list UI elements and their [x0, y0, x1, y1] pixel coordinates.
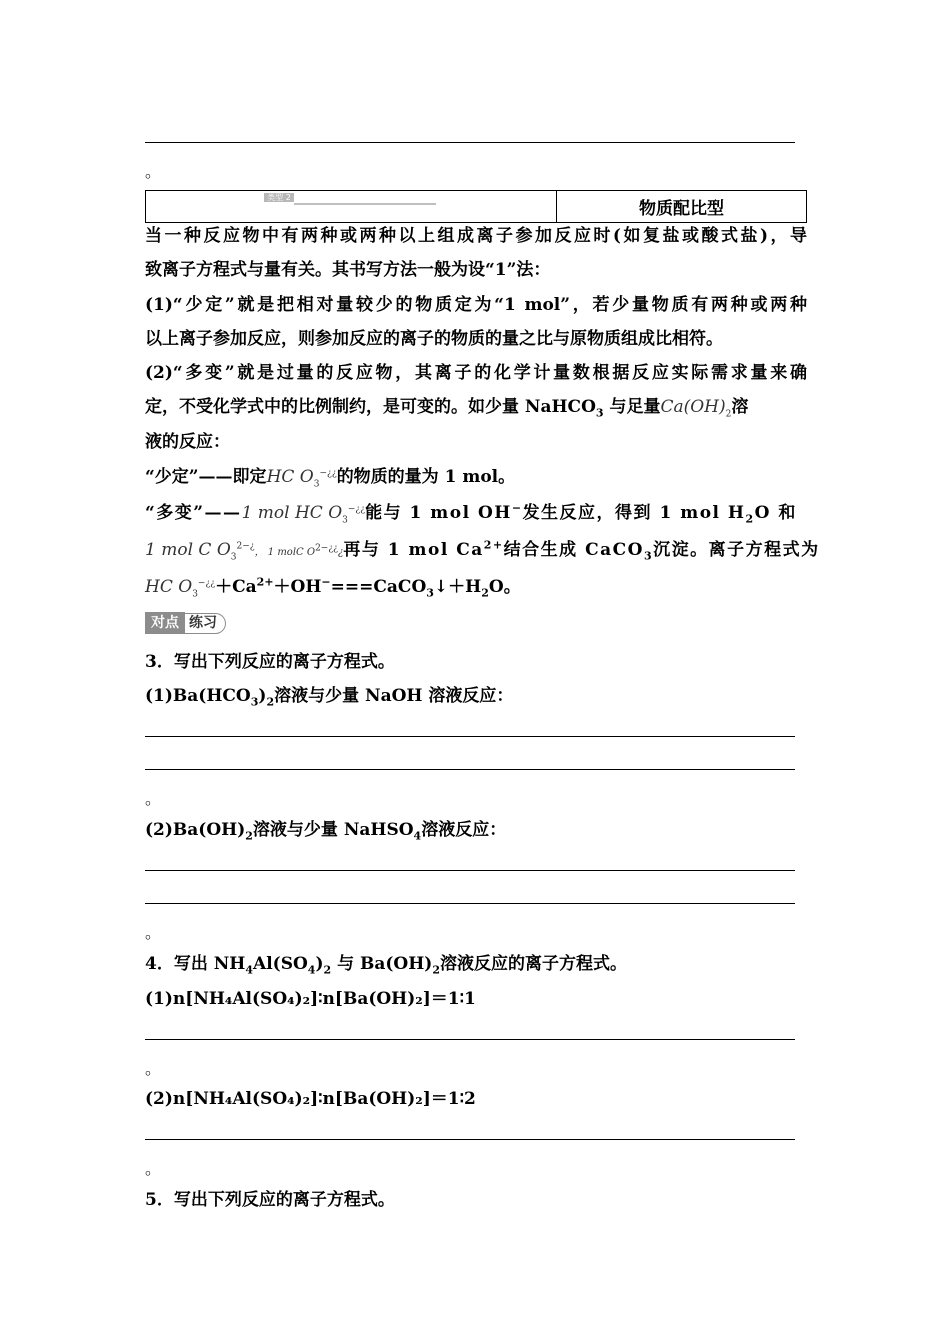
answer-line [145, 903, 795, 904]
rule2-line-2: 定，不受化学式中的比例制约，是可变的。如少量 NaHCO$_3$ 与足量$Ca(OH)_2$溶 [145, 397, 749, 420]
rule1-line-2: 以上离子参加反应，则参加反应的离子的物质的量之比与原物质组成比相符。 [145, 329, 723, 349]
q4-part1: (1)n[NH₄Al(SO₄)₂]∶n[Ba(OH)₂]＝1∶1 [145, 989, 476, 1009]
q5-title: 5．写出下列反应的离子方程式。 [145, 1190, 395, 1210]
answer-line [145, 769, 795, 770]
period: 。 [145, 1059, 162, 1078]
q3-part2: $(2)Ba(OH)_2$溶液与少量 NaHSO$_4$溶液反应： [145, 820, 507, 843]
period: 。 [145, 162, 162, 181]
period: 。 [145, 789, 162, 808]
intro-line-2: 致离子方程式与量有关。其书写方法一般为设“1”法： [145, 260, 551, 280]
answer-line [145, 1039, 795, 1040]
rule2-line-3: 液的反应： [145, 432, 230, 452]
badge-left: 对点 [145, 612, 185, 634]
q4-title: 4．写出 $NH_4Al(SO_4)_2$ 与 $Ba(OH)_2$溶液反应的离子方程式。 [145, 954, 627, 977]
duobian-line-2: 1 mol C $O_3^{2-¿}$， 1 molC $O^{2-¿¿}¿$再与 1 mol $Ca^{2+}$结合生成 CaCO$_3$沉淀。离子方程式为 [145, 538, 820, 563]
equation-line: HC $O_3^{-¿¿}+Ca^{2+}+OH^-===CaCO_3↓+H_2O$。 [145, 575, 521, 600]
type-title: 物质配比型 [557, 191, 807, 223]
type-tag-line [294, 203, 436, 205]
intro-line-1: 当一种反应物中有两种或两种以上组成离子参加反应时(如复盐或酸式盐)，导 [145, 226, 807, 246]
answer-line [145, 870, 795, 871]
type-box [145, 190, 807, 223]
period: 。 [145, 1159, 162, 1178]
q4-part2: (2)n[NH₄Al(SO₄)₂]∶n[Ba(OH)₂]＝1∶2 [145, 1089, 476, 1109]
practice-badge [145, 611, 226, 635]
rule2-line-1: (2)“多变”就是过量的反应物，其离子的化学计量数根据反应实际需求量来确 [145, 363, 807, 383]
q3-part1: $(1)Ba(HCO_3)_2$溶液与少量 NaOH 溶液反应： [145, 686, 514, 709]
answer-line [145, 142, 795, 143]
rule1-line-1: (1)“少定”就是把相对量较少的物质定为“1 mol”，若少量物质有两种或两种 [145, 295, 807, 315]
duobian-line-1: “多变”——1 mol HC $O_3^{-¿¿}$能与 1 mol OH−发生反应，得到 1 mol $H_2O$ 和 [145, 501, 797, 526]
type-box-left [146, 191, 557, 223]
q3-title: 3．写出下列反应的离子方程式。 [145, 652, 395, 672]
shaoding-line: “少定”——即定HC $O_3^{-¿¿}$的物质的量为 1 mol。 [145, 467, 516, 490]
period: 。 [145, 923, 162, 942]
answer-line [145, 736, 795, 737]
answer-line [145, 1139, 795, 1140]
type-tag: 类型 2 [264, 193, 294, 202]
badge-right: 练习 [185, 613, 226, 634]
